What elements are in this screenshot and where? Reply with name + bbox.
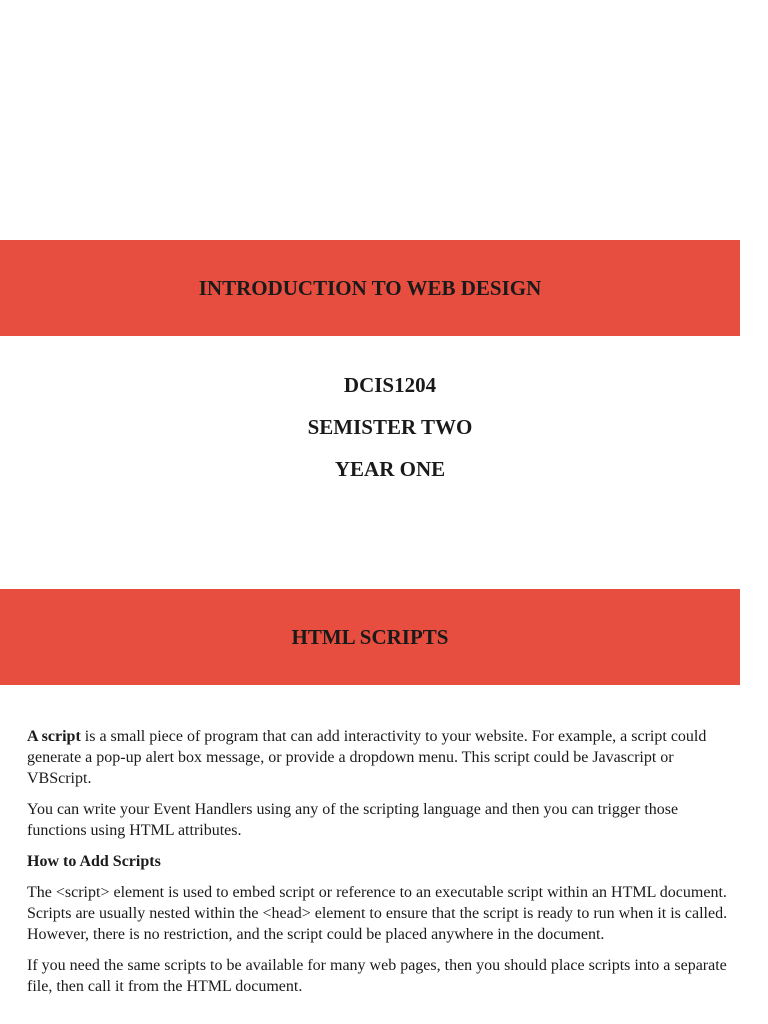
section-body xyxy=(27,726,733,1007)
paragraph-event-handlers: You can write your Event Handlers using any of the scripting language and then you can trigger those functions using HTML attributes. xyxy=(27,801,679,839)
paragraph-script-definition xyxy=(27,726,733,789)
term-a-script: A script xyxy=(27,728,81,745)
course-year: YEAR ONE xyxy=(334,457,446,481)
section-title: HTML SCRIPTS xyxy=(291,624,449,649)
title-banner xyxy=(0,240,740,336)
paragraph-text: is a small piece of program that can add interactivity to your website. For example, a script could generate a pop-up alert box message, or provide a dropdown menu. This script could be Javascript or VBScript. xyxy=(27,728,707,787)
course-semester: SEMISTER TWO xyxy=(307,415,473,439)
document-title: INTRODUCTION TO WEB DESIGN xyxy=(198,275,542,300)
section-banner xyxy=(0,589,740,685)
course-info xyxy=(0,364,768,490)
subheading-how-to-add-scripts: How to Add Scripts xyxy=(27,853,161,870)
course-code: DCIS1204 xyxy=(343,373,437,397)
paragraph-script-element: The <script> element is used to embed script or reference to an executable script within an HTML document. Scripts are usually nested within the <head> element to ensure that the script is ready to run when it is called. However, there is no restriction, and the script could be placed anywhere in the document. xyxy=(27,884,728,943)
paragraph-external-scripts: If you need the same scripts to be available for many web pages, then you should place scripts into a separate file, then call it from the HTML document. xyxy=(27,957,727,995)
